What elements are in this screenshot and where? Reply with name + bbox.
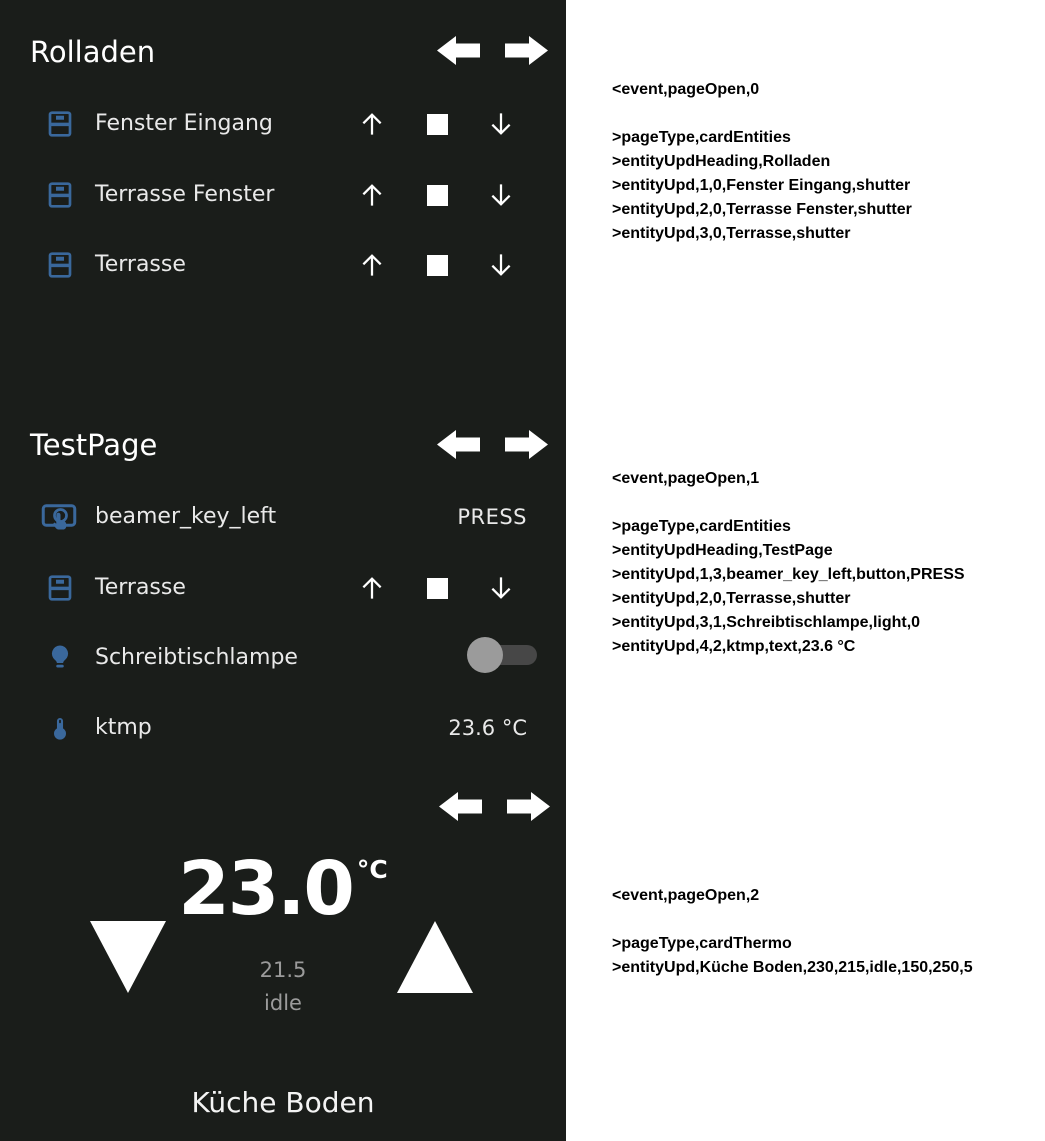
window-shutter-icon: [44, 179, 76, 211]
window-shutter-icon: [44, 249, 76, 281]
nav-left-arrow-button[interactable]: [436, 427, 481, 462]
log-line: >entityUpd,3,1,Schreibtischlampe,light,0: [612, 614, 921, 631]
shutter-up-button[interactable]: [356, 108, 388, 140]
light-toggle-switch[interactable]: [467, 637, 537, 673]
window-shutter-icon: [44, 572, 76, 604]
shutter-up-button[interactable]: [356, 572, 388, 604]
log-line: [612, 491, 965, 515]
log-line: >entityUpd,Küche Boden,230,215,idle,150,250,5: [612, 959, 973, 976]
entity-row: [0, 173, 566, 217]
entity-name: Terrasse: [95, 575, 186, 600]
target-temperature: 21.5: [259, 958, 307, 982]
nav-right-arrow-button[interactable]: [504, 427, 549, 462]
thermometer-icon: [46, 714, 74, 742]
entity-row: [0, 495, 566, 539]
shutter-stop-button[interactable]: [427, 185, 448, 206]
log-block-page2: [612, 884, 973, 980]
sensor-value: 23.6 °C: [448, 716, 527, 740]
shutter-down-button[interactable]: [485, 572, 517, 604]
shutter-stop-button[interactable]: [427, 114, 448, 135]
page-nav: [436, 427, 549, 462]
page-title: Rolladen: [30, 35, 156, 69]
lightbulb-icon: [45, 643, 75, 673]
log-line: <event,pageOpen,1: [612, 470, 760, 487]
nav-left-arrow-button[interactable]: [436, 33, 481, 68]
page-nav: [438, 789, 551, 824]
entity-row: [0, 243, 566, 287]
temperature-unit: °C: [356, 855, 388, 884]
log-block-page1: [612, 467, 965, 659]
entity-name: Fenster Eingang: [95, 111, 273, 136]
shutter-down-button[interactable]: [485, 179, 517, 211]
entity-row: [0, 566, 566, 610]
entity-name: Schreibtischlampe: [95, 645, 298, 670]
log-block-page0: [612, 78, 912, 246]
page-nav: [436, 33, 549, 68]
page-title: TestPage: [30, 428, 158, 462]
entity-row: [0, 706, 566, 750]
log-line: >entityUpd,1,3,beamer_key_left,button,PRESS: [612, 566, 965, 583]
nav-right-arrow-button[interactable]: [506, 789, 551, 824]
hvac-state: idle: [264, 991, 302, 1015]
thermostat-name: Küche Boden: [191, 1086, 375, 1119]
toggle-knob: [467, 637, 503, 673]
nav-right-arrow-button[interactable]: [504, 33, 549, 68]
log-line: >entityUpd,4,2,ktmp,text,23.6 °C: [612, 638, 856, 655]
log-line: >entityUpdHeading,Rolladen: [612, 153, 831, 170]
log-line: >pageType,cardEntities: [612, 518, 791, 535]
entity-name: ktmp: [95, 715, 152, 740]
window-shutter-icon: [44, 108, 76, 140]
log-line: >pageType,cardEntities: [612, 129, 791, 146]
nav-left-arrow-button[interactable]: [438, 789, 483, 824]
shutter-up-button[interactable]: [356, 249, 388, 281]
entity-row: [0, 636, 566, 680]
entity-name: Terrasse: [95, 252, 186, 277]
log-line: >entityUpd,2,0,Terrasse Fenster,shutter: [612, 201, 912, 218]
log-line: >pageType,cardThermo: [612, 935, 792, 952]
entity-name: beamer_key_left: [95, 504, 277, 529]
log-line: >entityUpdHeading,TestPage: [612, 542, 833, 559]
log-line: >entityUpd,2,0,Terrasse,shutter: [612, 590, 851, 607]
press-button[interactable]: PRESS: [457, 505, 527, 529]
log-line: <event,pageOpen,0: [612, 81, 760, 98]
gesture-tap-button-icon: [41, 499, 77, 535]
current-temperature: [0, 846, 566, 932]
log-line: <event,pageOpen,2: [612, 887, 760, 904]
shutter-stop-button[interactable]: [427, 578, 448, 599]
shutter-down-button[interactable]: [485, 249, 517, 281]
entity-row: [0, 102, 566, 146]
log-line: [612, 102, 912, 126]
log-line: >entityUpd,1,0,Fenster Eingang,shutter: [612, 177, 911, 194]
shutter-up-button[interactable]: [356, 179, 388, 211]
log-line: [612, 908, 973, 932]
shutter-stop-button[interactable]: [427, 255, 448, 276]
current-temperature-value: 23.0: [178, 846, 353, 932]
shutter-down-button[interactable]: [485, 108, 517, 140]
entity-name: Terrasse Fenster: [95, 182, 275, 207]
log-line: >entityUpd,3,0,Terrasse,shutter: [612, 225, 851, 242]
